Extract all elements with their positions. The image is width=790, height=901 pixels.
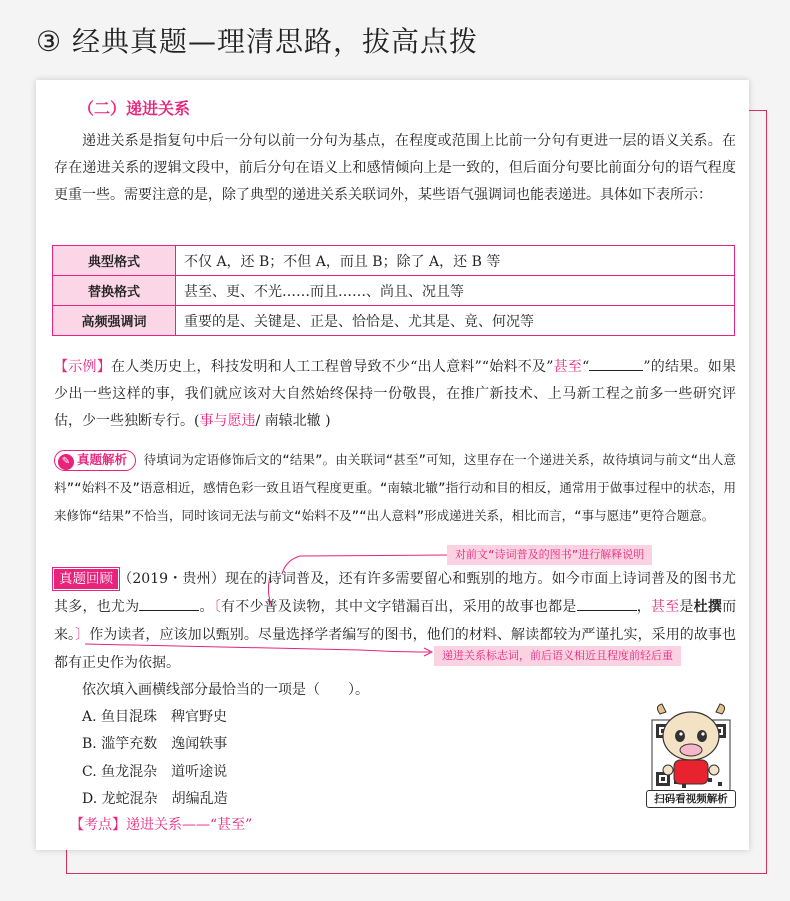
option-d[interactable]: D. 龙蛇混杂 胡编乱造	[82, 791, 228, 807]
review-paragraph	[54, 565, 736, 677]
example-paragraph	[54, 354, 736, 435]
review-tag: 真题回顾	[54, 569, 118, 589]
analysis-icon: ✎	[58, 454, 74, 470]
review-text: 的图书尤其多，也尤为	[54, 571, 737, 615]
option-a[interactable]: A. 鱼目混珠 稗官野史	[82, 709, 228, 725]
example-quote-open: “	[582, 359, 590, 375]
review-text: 有不少普及读物，其中文字错漏百出，采用的故事也都是	[221, 599, 577, 615]
bracket-open: 〔	[213, 599, 222, 615]
review-blank-1	[139, 596, 199, 611]
example-keyword: 甚至	[553, 359, 583, 375]
question-text: 依次填入画横线部分最恰当的一项是（ ）。	[82, 682, 369, 698]
table-row-label: 替换格式	[53, 276, 176, 306]
kaodian-text: 递进关系——“甚至”	[126, 817, 253, 833]
example-text-2: ”的结果。如果少出一些这样的事，我们就应该对大自然始终保持一份敬畏，在推广新技术、上马新工程之前多一些研究评估，少一些独断专行。(	[54, 359, 737, 429]
page-title: ③ 经典真题—理清思路，拔高点拨	[36, 25, 479, 58]
pattern-table	[52, 245, 735, 336]
analysis-paragraph	[54, 446, 736, 530]
table-row	[53, 276, 735, 306]
section-title: （二）递进关系	[78, 99, 191, 118]
table-row-content: 不仅 A，还 B；不但 A，而且 B；除了 A，还 B 等	[176, 246, 735, 276]
review-text: 而来。	[54, 599, 737, 643]
example-answer: 事与愿违	[199, 413, 256, 429]
example-distractor: / 南辕北辙 )	[255, 413, 331, 429]
example-text: 在人类历史上，科技发明和人工工程曾导致不少“出人意料”“始料不及”	[111, 359, 554, 375]
option-c[interactable]: C. 鱼龙混杂 道听途说	[82, 764, 228, 780]
qr-code-mascot-icon[interactable]	[648, 700, 734, 804]
analysis-text: 待填词为定语修饰后文的“结果”。由关联词“甚至”可知，这里存在一个递进关系，故待填词与前文“出人意料”“始料不及”语意相近，感情色彩一致且语气程度更重。“南辕北辙”指行动和目的相反，通常用于做事过程中的状态，用来修饰“结果”不恰当，同时该词无法与前文“始料不及”“出人意料”形成递进关系，相比而言，“事与愿违”更符合题意。	[54, 452, 736, 523]
review-keyword: 甚至	[650, 599, 680, 615]
review-source: （2019・贵州）	[118, 571, 226, 587]
analysis-tag	[54, 450, 136, 471]
table-row-label: 典型格式	[53, 246, 176, 276]
review-text: 是	[679, 599, 694, 615]
kaodian-tag: 【考点】	[70, 817, 126, 833]
table-row-label: 高频强调词	[53, 306, 176, 336]
bracket-close: 〕	[75, 627, 90, 643]
review-blank-2	[577, 596, 637, 611]
annotation-note-1: 对前文“诗词普及的图书”进行解释说明	[447, 545, 652, 565]
review-text: 现在的诗词普及，还有许多需要留心和甄别的地方。如今市面上诗词普及	[225, 571, 680, 587]
review-bold-word: 杜撰	[693, 599, 723, 615]
table-row	[53, 246, 735, 276]
review-text: ，	[636, 599, 651, 615]
intro-paragraph: 递进关系是指复句中后一分句以前一分句为基点，在程度或范围上比前一分句有更进一层的语义关系。在存在递进关系的逻辑文段中，前后分句在语义上和感情倾向上是一致的，但后面分句要比前面分句的语气程度更重一些。需要注意的是，除了典型的递进关系关联词外，某些语气强调词也能表递进。具体如下表所示：	[54, 133, 736, 203]
annotation-note-2: 递进关系标志词，前后语义相近且程度前轻后重	[434, 646, 681, 666]
analysis-tag-label: 真题解析	[77, 452, 128, 467]
review-text: 作为读者，应该加以甄别。尽量选择学者编写的图书，他们的材料、解读都较为严谨	[89, 627, 610, 643]
table-row-content: 重要的是、关键是、正是、恰恰是、尤其是、竟、何况等	[176, 306, 735, 336]
review-text: 。	[199, 599, 214, 615]
option-b[interactable]: B. 滥竽充数 逸闻轶事	[82, 736, 228, 752]
example-tag: 【示例】	[54, 359, 112, 375]
kaodian-line	[70, 812, 752, 839]
table-row	[53, 306, 735, 336]
qr-caption: 扫码看视频解析	[646, 790, 736, 808]
table-row-content: 甚至、更、不光……而且……、尚且、况且等	[176, 276, 735, 306]
example-blank	[589, 356, 643, 371]
review-text: 扎实，采用的故事也都有正史作为依据。	[54, 627, 736, 671]
